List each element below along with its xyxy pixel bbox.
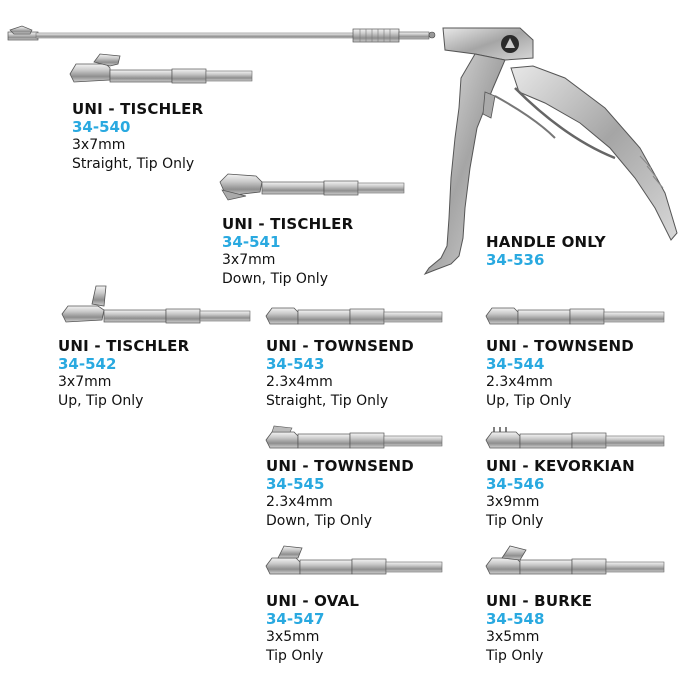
instrument-34-546 (486, 457, 635, 531)
instrument-name: UNI - TOWNSEND (266, 337, 414, 355)
catalog-number: 34-546 (486, 475, 545, 493)
instrument-size: 3x5mm (266, 629, 320, 645)
instrument-description: Up, Tip Only (58, 393, 144, 409)
instrument-name: HANDLE ONLY (486, 233, 606, 251)
instrument-description: Down, Tip Only (266, 513, 372, 529)
instrument-size: 2.3x4mm (486, 374, 553, 390)
catalog-number: 34-541 (222, 233, 281, 251)
instrument-description: Tip Only (266, 648, 324, 664)
instrument-size: 2.3x4mm (266, 494, 333, 510)
instrument-34-544 (486, 337, 634, 411)
instrument-name: UNI - BURKE (486, 592, 593, 610)
instrument-name: UNI - TOWNSEND (266, 457, 414, 475)
instrument-size: 2.3x4mm (266, 374, 333, 390)
instrument-description: Straight, Tip Only (72, 156, 195, 172)
instrument-description: Straight, Tip Only (266, 393, 389, 409)
instrument-description: Tip Only (486, 648, 544, 664)
instrument-size: 3x5mm (486, 629, 540, 645)
instrument-image-34-546 (484, 424, 666, 454)
catalog-number: 34-545 (266, 475, 325, 493)
catalog-number: 34-543 (266, 355, 325, 373)
instrument-34-543 (266, 337, 414, 411)
instrument-image-34-542 (58, 284, 253, 330)
instrument-name: UNI - OVAL (266, 592, 360, 610)
instrument-34-542 (58, 337, 189, 411)
instrument-name: UNI - TOWNSEND (486, 337, 634, 355)
instrument-description: Tip Only (486, 513, 544, 529)
instrument-image-34-543 (264, 302, 444, 330)
catalog-number: 34-536 (486, 251, 545, 269)
instrument-name: UNI - KEVORKIAN (486, 457, 635, 475)
catalog-number: 34-542 (58, 355, 117, 373)
catalog-number: 34-544 (486, 355, 545, 373)
instrument-image-34-547 (264, 544, 444, 580)
instrument-image-34-544 (484, 302, 666, 330)
instrument-image-34-548 (484, 544, 666, 580)
instrument-name: UNI - TISCHLER (58, 337, 190, 355)
instrument-size: 3x7mm (222, 252, 276, 268)
instrument-image-34-541 (216, 164, 406, 204)
catalog-number: 34-540 (72, 118, 131, 136)
instrument-name: UNI - TISCHLER (222, 215, 354, 233)
instrument-34-540 (72, 100, 203, 174)
instrument-size: 3x7mm (72, 137, 126, 153)
catalog-number: 34-548 (486, 610, 545, 628)
instrument-name: UNI - TISCHLER (72, 100, 204, 118)
instrument-34-545 (266, 457, 414, 531)
instrument-34-547 (266, 592, 359, 666)
handle-34-536 (486, 233, 606, 269)
instrument-34-541 (222, 215, 353, 289)
instrument-image-34-540 (66, 52, 256, 94)
catalog-number: 34-547 (266, 610, 325, 628)
instrument-size: 3x9mm (486, 494, 540, 510)
instrument-description: Up, Tip Only (486, 393, 572, 409)
instrument-image-34-545 (264, 424, 444, 454)
instrument-size: 3x7mm (58, 374, 112, 390)
instrument-34-548 (486, 592, 592, 666)
instrument-description: Down, Tip Only (222, 271, 328, 287)
